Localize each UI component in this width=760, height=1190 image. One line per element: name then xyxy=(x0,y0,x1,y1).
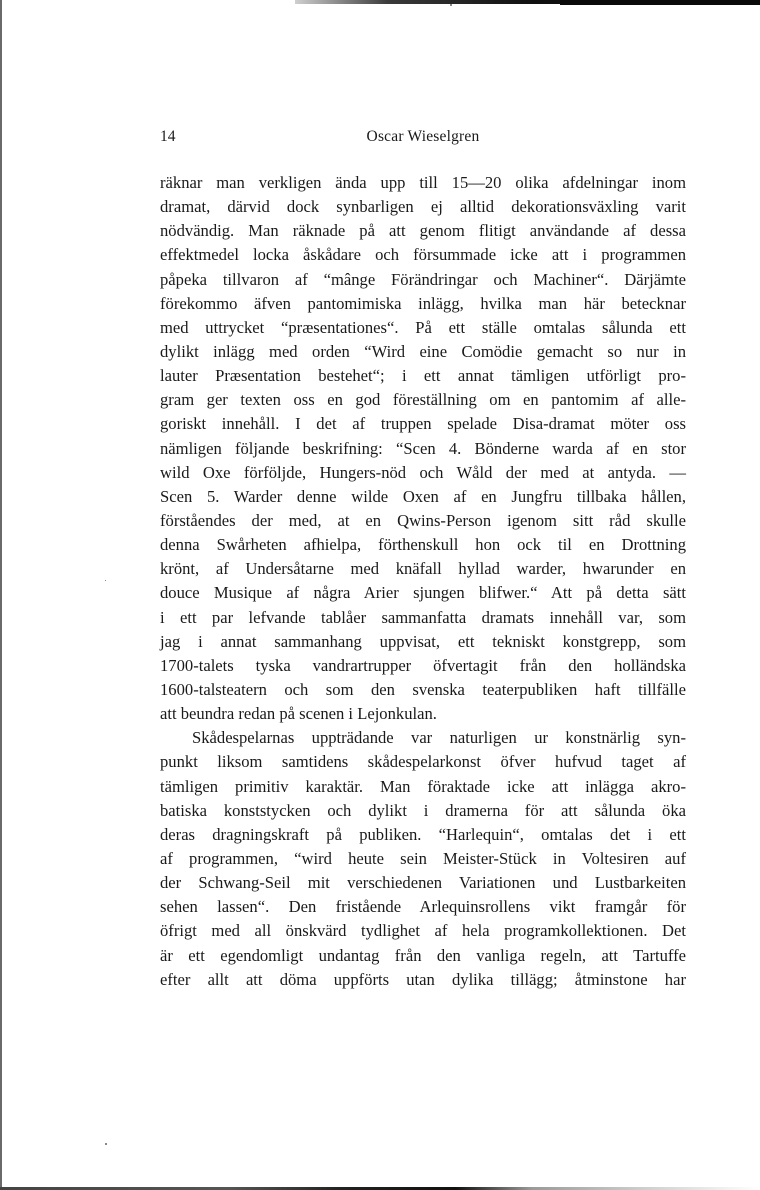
text-line: batiska konststycken och dylikt i dramerna för att sålunda öka xyxy=(160,800,686,820)
text-line: punkt liksom samtidens skådespelarkonst öfver hufvud taget af xyxy=(160,752,686,772)
running-title: Oscar Wieselgren xyxy=(366,128,480,145)
scan-speck xyxy=(450,4,452,6)
text-line: krönt, af Undersåtarne med knäfall hyllad warder, hwarunder en xyxy=(160,559,686,579)
text-line: dramat, därvid dock synbarligen ej alltid dekorationsväxling varit xyxy=(160,197,686,217)
text-line: af programmen, “wird heute sein Meister-Stück in Voltesiren auf xyxy=(160,848,686,868)
text-line: gram ger texten oss en god föreställning om en pantomim af alle- xyxy=(160,390,686,410)
book-page xyxy=(160,128,686,992)
text-line: sehen lassen“. Den fristående Arlequinsrollens vikt framgår för xyxy=(160,897,686,917)
page-number: 14 xyxy=(160,128,176,145)
text-line: 1700-talets tyska vandrartrupper öfvertagit från den holländska xyxy=(160,655,686,675)
text-line: denna Swårheten afhielpa, förthenskull hon ock til en Drottning xyxy=(160,535,686,555)
body-text xyxy=(160,171,686,992)
text-line: öfrigt med all önskvärd tydlighet af hela programkollektionen. Det xyxy=(160,921,686,941)
text-line: der Schwang-Seil mit verschiedenen Variationen und Lustbarkeiten xyxy=(160,873,686,893)
text-line: räknar man verkligen ända upp till 15—20 olika afdelningar inom xyxy=(160,173,686,192)
text-line: dylikt inlägg med orden “Wird eine Comödie gemacht so nur in xyxy=(160,341,686,361)
text-line: douce Musique af några Arier sjungen blifwer.“ Att på detta sätt xyxy=(160,583,686,603)
text-line: efter allt att döma uppförts utan dylika tillägg; åtminstone har xyxy=(160,969,686,989)
text-line: nämligen följande beskrifning: “Scen 4. Bönderne warda af en stor xyxy=(160,438,686,458)
text-line: Skådespelarnas uppträdande var naturligen ur konstnärlig syn- xyxy=(192,728,686,748)
text-line: deras dragningskraft på publiken. “Harlequin“, omtalas det i ett xyxy=(160,824,686,844)
text-line: tämligen primitiv karaktär. Man föraktade icke att inlägga akro- xyxy=(160,776,686,796)
text-line: förekommo äfven pantomimiska inlägg, hvilka man här betecknar xyxy=(160,293,686,313)
running-head xyxy=(160,128,686,158)
text-line: lauter Præsentation bestehet“; i ett annat tämligen utförligt pro- xyxy=(160,366,686,386)
scan-top-border-dark xyxy=(560,0,760,5)
text-line: är ett egendomligt undantag från den vanliga regeln, att Tartuffe xyxy=(160,945,686,965)
scan-speck xyxy=(105,1143,107,1145)
text-line: wild Oxe förföljde, Hungers-nöd och Wåld der med at antyda. — xyxy=(160,462,686,482)
paragraph-2 xyxy=(160,726,686,992)
text-line: Scen 5. Warder denne wilde Oxen af en Jungfru tillbaka hållen, xyxy=(160,486,686,506)
text-line: med uttrycket “præsentationes“. På ett ställe omtalas sålunda ett xyxy=(160,317,686,337)
scan-speck xyxy=(105,580,106,581)
text-line: goriskt innehåll. I det af truppen spelade Disa-dramat möter oss xyxy=(160,414,686,434)
text-line: nödvändig. Man räknade på att genom flitigt användande af dessa xyxy=(160,221,686,241)
scan-left-border xyxy=(0,0,2,1190)
text-line: att beundra redan på scenen i Lejonkulan. xyxy=(160,704,437,724)
text-line: effektmedel locka åskådare och försummade icke att i programmen xyxy=(160,245,686,265)
text-line: förståendes der med, at en Qwins-Person igenom sitt råd skulle xyxy=(160,510,686,530)
text-line: påpeka tillvaron af “mânge Förändringar och Machiner“. Därjämte xyxy=(160,269,686,289)
text-line: 1600-talsteatern och som den svenska teaterpubliken haft tillfälle xyxy=(160,679,686,699)
paragraph-1 xyxy=(160,171,686,726)
text-line: i ett par lefvande tablåer sammanfatta dramats innehåll var, som xyxy=(160,607,686,627)
text-line: jag i annat sammanhang uppvisat, ett tekniskt konstgrepp, som xyxy=(160,631,686,651)
